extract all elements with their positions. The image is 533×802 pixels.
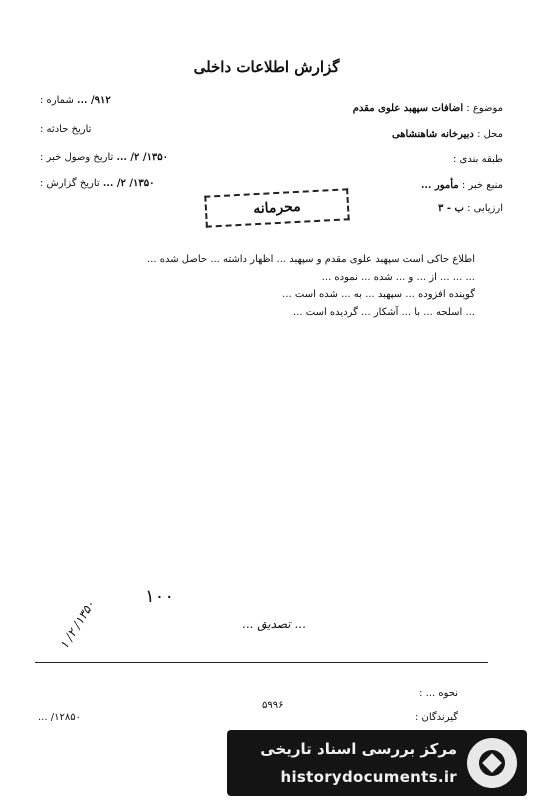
field-label: تاریخ وصول خبر : <box>40 152 114 163</box>
field-label: محل : <box>477 129 503 140</box>
field-label: طبقه بندی : <box>453 154 503 165</box>
footer-field <box>415 712 458 723</box>
location-field <box>392 129 503 140</box>
field-value: دبیرخانه شاهنشاهی <box>391 129 474 140</box>
field-value: ب - ۳ <box>437 203 464 214</box>
field-label: گیرندگان : <box>414 712 458 723</box>
body-paragraph: گوینده افزوده ... سپهبد ... به ... شده است ... <box>282 289 475 300</box>
evaluation-field <box>438 203 503 214</box>
stamp-text: محرمانه <box>252 198 302 218</box>
field-label: ارزیابی : <box>467 203 503 214</box>
report-date-field <box>40 178 154 189</box>
subject-field <box>353 103 503 114</box>
confidential-stamp <box>204 188 349 227</box>
report-body <box>44 252 475 322</box>
field-label: منبع خبر : <box>461 180 503 191</box>
watermark-title: مرکز بررسی اسناد تاریخی <box>260 740 457 758</box>
receipt-date-field <box>40 152 168 163</box>
footer-code: ۵۹۹۶ <box>262 700 284 711</box>
watermark-url: historydocuments.ir <box>280 768 457 786</box>
source-field <box>421 180 503 191</box>
field-label: شماره : <box>40 95 74 106</box>
archive-logo-icon <box>467 738 517 788</box>
footer-field <box>419 688 458 699</box>
handwritten-margin-note: ۱۳۵۰/ ۲/ ۱ <box>56 597 98 652</box>
document-title: گزارش اطلاعات داخلی <box>193 58 340 76</box>
field-label: تاریخ حادثه : <box>40 124 92 135</box>
body-paragraph: ... اسلحه ... با ... آشکار ... گردیده است ... <box>293 306 475 318</box>
number-field <box>40 95 111 106</box>
classification-field <box>453 154 503 165</box>
handwritten-signature-line: ... تصدیق ... <box>242 617 306 631</box>
field-label: تاریخ گزارش : <box>40 178 100 189</box>
body-paragraph: اطلاع حاکی است سپهبد علوی مقدم و سپهبد ... اظهار داشته ... حاصل شده ... <box>147 254 475 265</box>
watermark-banner <box>227 730 527 796</box>
field-value: ۱۳۵۰/ ۲/ ... <box>116 152 169 163</box>
field-value: اضافات سپهبد علوی مقدم <box>352 103 464 114</box>
field-label: موضوع : <box>466 103 503 114</box>
incident-date-field <box>40 124 91 135</box>
footnote-mark: ۱۰۰ <box>145 586 175 607</box>
field-label: نحوه ... : <box>419 688 458 699</box>
field-value: ۹۱۲/ ... <box>77 95 111 106</box>
field-value: ۱۳۵۰/ ۲/ ... <box>102 178 155 189</box>
body-paragraph: ... ... ... از ... و ... شده ... نموده ... <box>321 271 475 283</box>
field-value: مأمور ... <box>420 180 459 191</box>
divider-line <box>35 662 488 663</box>
footer-number: ۱۲۸۵۰/ ... <box>38 712 81 723</box>
